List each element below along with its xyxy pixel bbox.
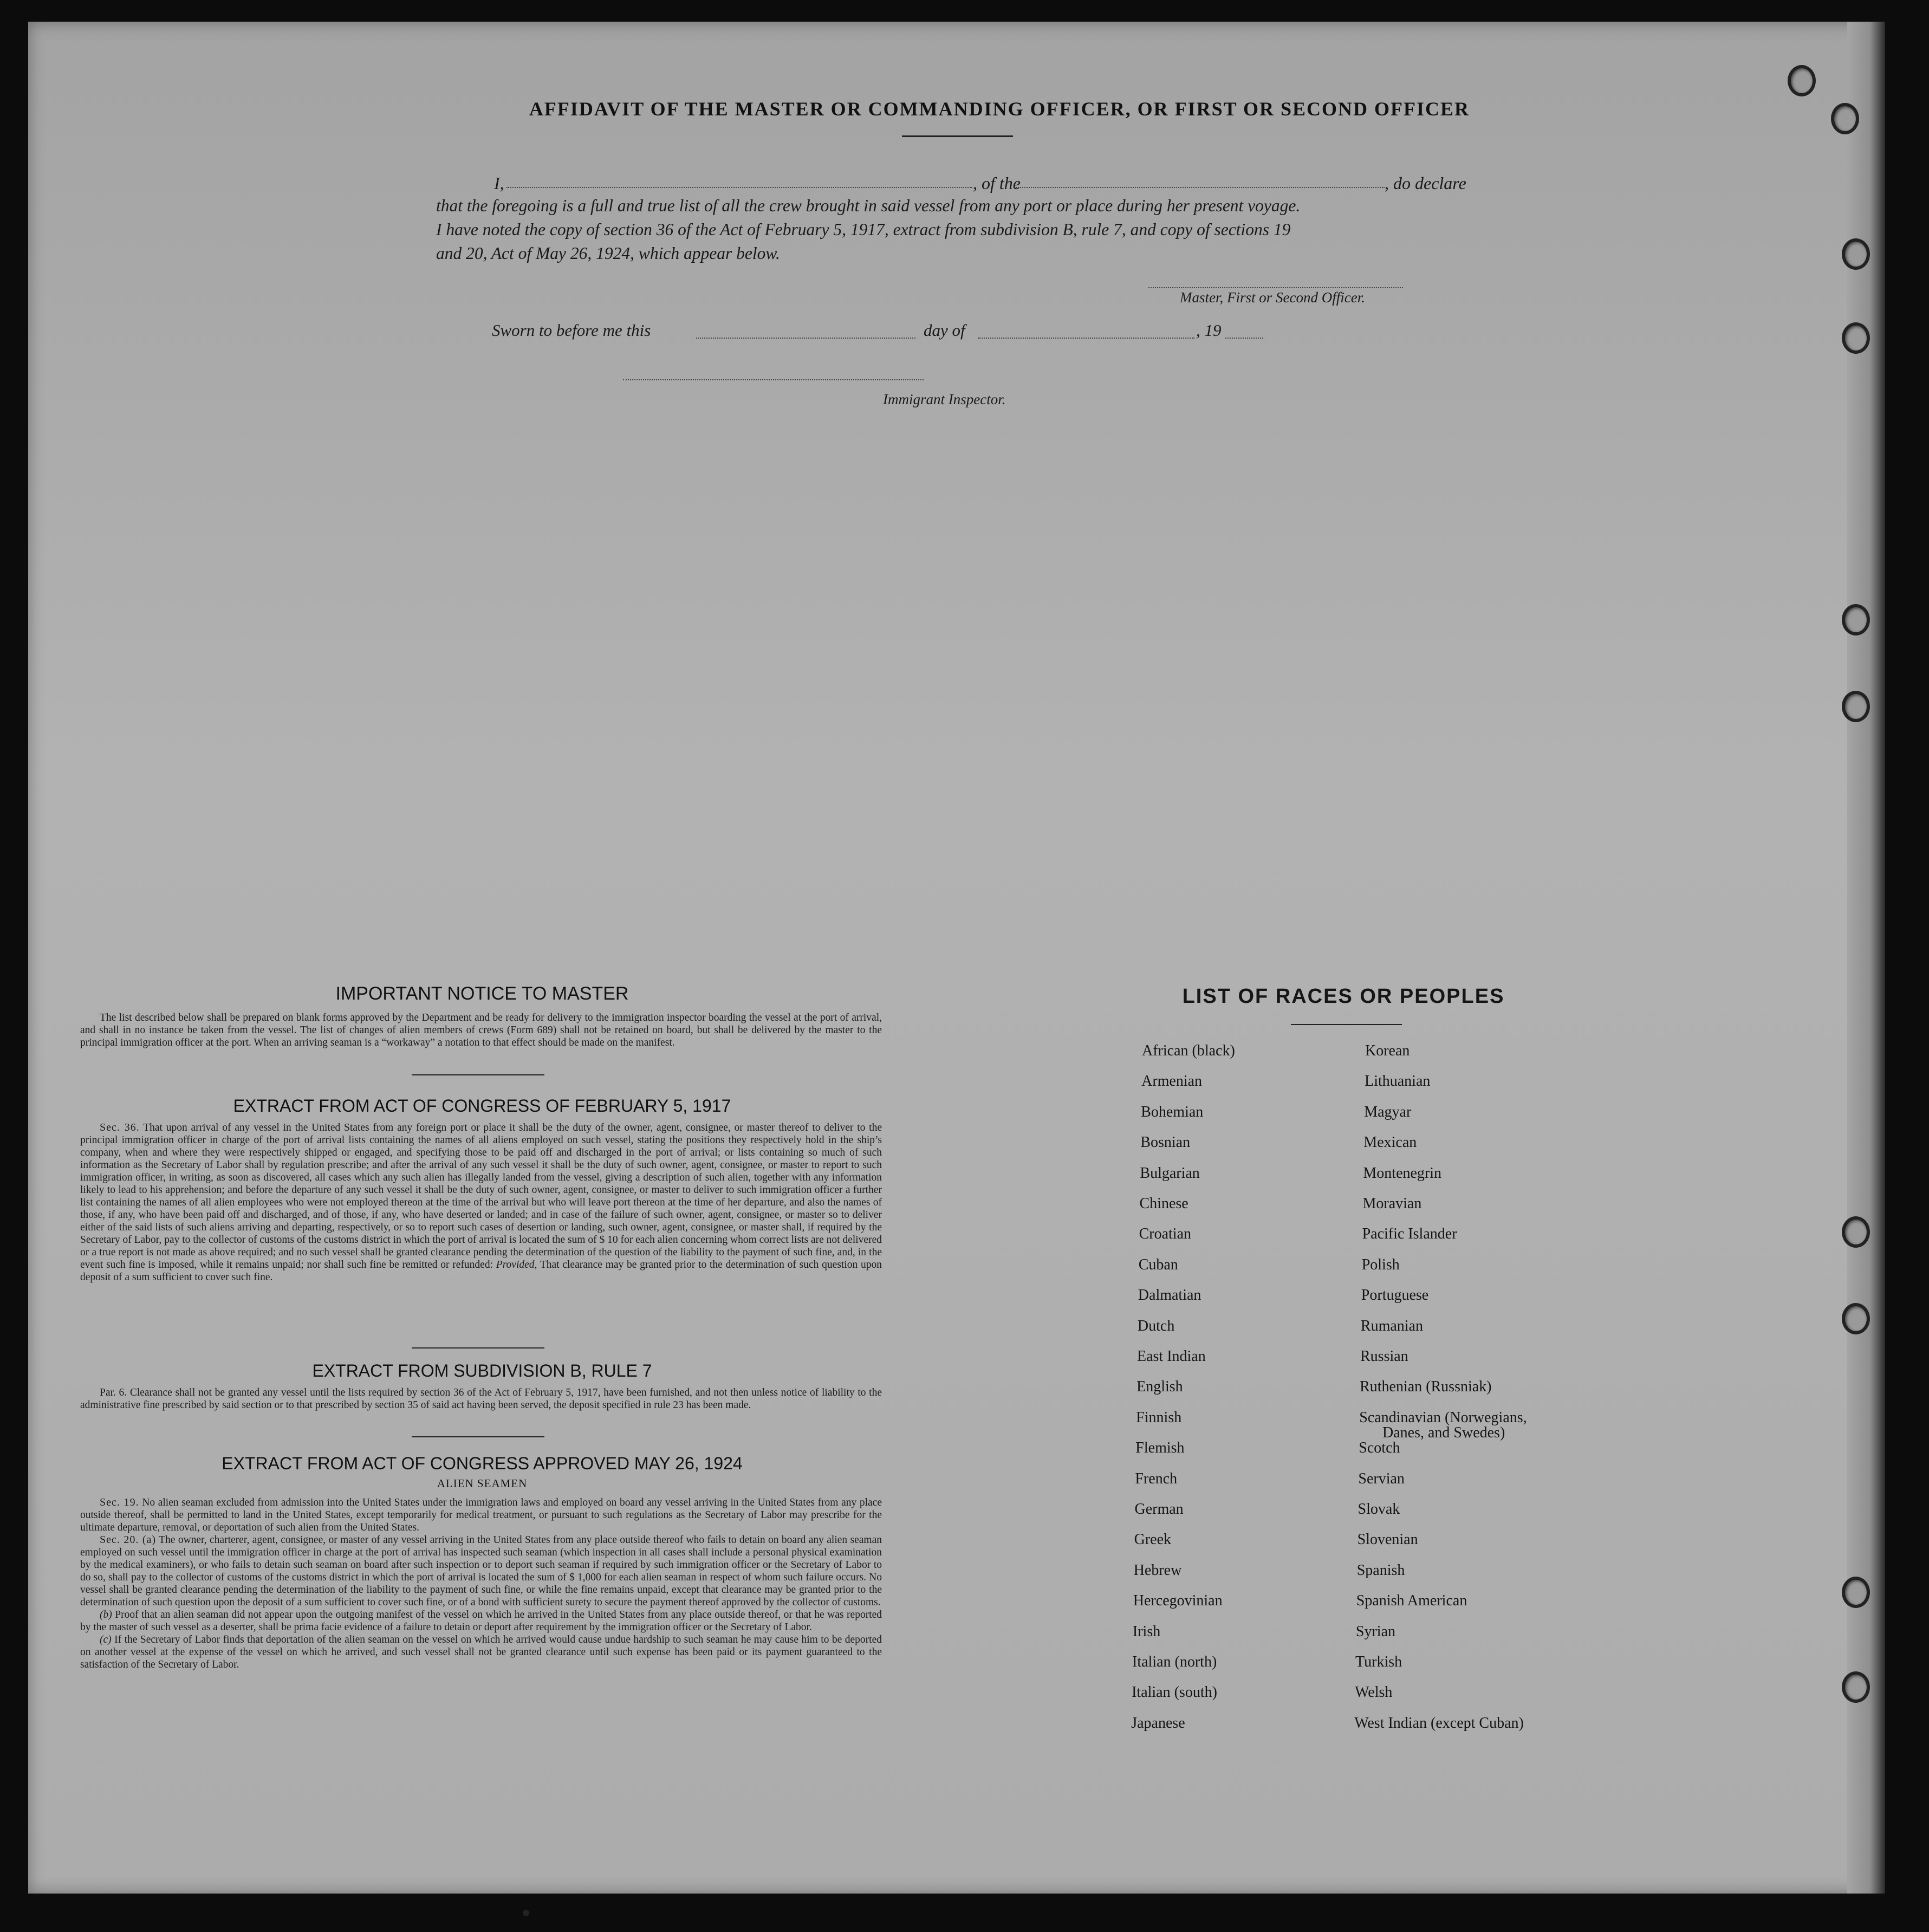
binder-hole [1842, 604, 1870, 636]
races-title-rule [1291, 1024, 1402, 1025]
rule7-body [80, 1386, 882, 1411]
race-item: Lithuanian [1365, 1073, 1431, 1090]
title-rule [902, 135, 1013, 137]
extract-1917-body [80, 1121, 882, 1283]
race-item: Turkish [1355, 1654, 1402, 1670]
race-item: Italian (north) [1132, 1654, 1217, 1670]
declaration-line-1: that the foregoing is a full and true list of all the crew brought in said vessel from any port or place during her present voyage. [436, 196, 1301, 215]
race-item: Irish [1132, 1623, 1161, 1640]
section-divider [412, 1074, 544, 1075]
race-item: Cuban [1138, 1256, 1178, 1273]
sworn-label: Sworn to before me this [492, 321, 651, 340]
race-item: Portuguese [1361, 1287, 1429, 1304]
proviso-label: Provided, [496, 1259, 537, 1270]
sworn-year-field[interactable] [1225, 338, 1263, 339]
race-item: African (black) [1142, 1042, 1235, 1059]
race-item: Magyar [1364, 1103, 1412, 1120]
binder-hole [1842, 691, 1870, 722]
race-item: Scotch [1359, 1440, 1400, 1457]
declaration-line-3: and 20, Act of May 26, 1924, which appear below. [436, 244, 780, 263]
sec20c-label: (c) [100, 1634, 112, 1645]
race-item: Russian [1360, 1348, 1408, 1365]
race-item: Hebrew [1133, 1561, 1182, 1579]
do-declare-label: , do declare [1385, 173, 1466, 193]
declaration-line-2: I have noted the copy of section 36 of the Act of February 5, 1917, extract from subdivision B, rule 7, and copy of sections 19 [436, 220, 1291, 239]
race-item: Italian (south) [1132, 1684, 1217, 1701]
race-item: Moravian [1362, 1195, 1422, 1212]
section-divider [412, 1436, 544, 1437]
races-title: LIST OF RACES OR PEOPLES [1182, 985, 1505, 1008]
inspector-caption: Immigrant Inspector. [883, 391, 1006, 407]
section-divider [412, 1347, 544, 1348]
speck [523, 1910, 529, 1916]
race-item: Spanish American [1356, 1592, 1467, 1610]
section-label: Sec. 36. [100, 1121, 140, 1133]
year-label: , 19 [1196, 321, 1222, 340]
extract-1924-body [80, 1496, 882, 1671]
master-signature-field[interactable] [1148, 287, 1403, 288]
binder-hole [1842, 1671, 1870, 1703]
sec19-text: No alien seaman excluded from admission into the United States under the immigration laws and employed on board any vessel arriving in the United States from any place outside thereof, shall be permitted to land in the United States, except temporarily for medical treatment, or pursuant to such regulations as the Secretary of Labor may prescribe for the ultimate departure, removal, or deportation of such alien from the United States. [80, 1497, 882, 1533]
sec20c-text: If the Secretary of Labor finds that deportation of the alien seaman on the vessel on which he arrived would cause undue hardship to such seaman he may cause him to be deported on another vessel at the expense of the vessel on which he arrived, and such vessel shall not be granted clearance until such expense has been paid or its payment guaranteed to the satisfaction of the Secretary of Labor. [80, 1634, 882, 1670]
race-item: Japanese [1131, 1714, 1185, 1732]
race-item: Mexican [1363, 1134, 1417, 1151]
race-item: East Indian [1137, 1348, 1206, 1365]
race-item: Flemish [1135, 1440, 1185, 1457]
race-item: Slovenian [1357, 1531, 1418, 1548]
race-item: Greek [1134, 1531, 1171, 1548]
extract-1924-title: EXTRACT FROM ACT OF CONGRESS APPROVED MAY 26, 1924 [222, 1454, 743, 1473]
name-field[interactable] [506, 187, 972, 188]
race-item: Spanish [1356, 1561, 1405, 1579]
race-item: Scandinavian (Norwegians, [1359, 1409, 1527, 1426]
rule7-text: Clearance shall not be granted any vessel until the lists required by section 36 of the Act of February 5, 1917, have been furnished, and not then unless notice of liability to the administrative fine prescribed by said section or to that prescribed by section 35 of said act having been served, the deposit specified in rule 23 has been made. [80, 1387, 882, 1411]
race-item: Finnish [1136, 1409, 1182, 1426]
race-item: Bohemian [1141, 1103, 1204, 1120]
vessel-field[interactable] [1016, 187, 1385, 188]
sec19-label: Sec. 19. [100, 1496, 139, 1508]
race-item: Bulgarian [1140, 1164, 1200, 1182]
race-item: Dalmatian [1138, 1287, 1201, 1304]
sworn-month-field[interactable] [978, 338, 1194, 339]
sworn-day-field[interactable] [696, 338, 915, 339]
race-item: Syrian [1355, 1623, 1395, 1640]
binder-hole [1842, 322, 1870, 354]
day-of-label: day of [924, 321, 965, 340]
race-item: Polish [1361, 1256, 1400, 1273]
race-item: Armenian [1141, 1073, 1203, 1090]
race-item: Dutch [1137, 1317, 1175, 1334]
inspector-signature-field[interactable] [623, 379, 924, 380]
notice-paragraph: The list described below shall be prepared on blank forms approved by the Department and be ready for delivery to the immigration inspector boarding the vessel at the port of arrival, and shall in no instance be taken from the vessel. The list of changes of alien members of crews (Form 689) shall not be retained on board, but shall be delivered by the master to the principal immigration officer at the port. When an arriving seaman is a “workaway” a notation to that effect should be made on the manifest. [80, 1012, 882, 1048]
race-item: Hercegovinian [1133, 1592, 1223, 1610]
race-item: Bosnian [1140, 1134, 1191, 1151]
race-item: Danes, and Swedes) [1382, 1424, 1505, 1441]
binder-hole [1842, 1577, 1870, 1608]
binder-hole [1788, 65, 1816, 96]
race-item: Ruthenian (Russniak) [1360, 1378, 1492, 1396]
of-the-label: , of the [973, 173, 1021, 193]
sec20b-text: Proof that an alien seaman did not appear upon the outgoing manifest of the vessel on which he arrived in the United States from any place outside thereof, or that he was reported by the master of such vessel as a deserter, shall be prima facie evidence of a failure to detain or deport after requirement by the immigration officer or the Secretary of Labor. [80, 1609, 882, 1633]
binder-hole [1842, 1303, 1870, 1334]
notice-title: IMPORTANT NOTICE TO MASTER [335, 983, 629, 1004]
extract-1917-title: EXTRACT FROM ACT OF CONGRESS OF FEBRUARY 5, 1917 [233, 1096, 731, 1116]
race-item: Welsh [1355, 1684, 1393, 1701]
binder-hole [1831, 103, 1859, 134]
affidavit-title: AFFIDAVIT OF THE MASTER OR COMMANDING OFFICER, OR FIRST OR SECOND OFFICER [529, 98, 1470, 120]
par-label: Par. 6. [100, 1387, 127, 1398]
sec20b-label: (b) [100, 1609, 112, 1620]
race-item: Korean [1365, 1042, 1410, 1059]
race-item: Croatian [1139, 1226, 1192, 1243]
race-item: Slovak [1358, 1501, 1400, 1518]
binder-hole [1842, 238, 1870, 270]
extract-1917-text: That upon arrival of any vessel in the United States from any foreign port or place it shall be the duty of the owner, agent, consignee, or master thereof to deliver to the principal immigration officer in charge of the port of arrival lists containing the names of all aliens employed on such vessel, stating the positions they respectively hold in the ship’s company, when and where they were respectively shipped or engaged, and specifying those to be paid off and discharged in the port of arrival; or lists containing so much of such information as the Secretary of Labor shall by regulation prescribe; and after the arrival of any such vessel it shall be the duty of such owner, agent, consignee, or master to report to such immigration officer, in writing, as soon as discovered, all cases which any such alien has illegally landed from the vessel, giving a description of such alien, together with any information likely to lead to his apprehension; and before the departure of any such vessel it shall be the duty of such owner, agent, consignee, or master to deliver to such immigration officer a further list containing the names of all alien employees who were not employed thereon at the time of the arrival but who will leave port thereon at the time of her departure, and also the names of those, if any, who have been paid off and discharged, and of those, if any, who have deserted or landed; and in case of the failure of such owner, agent, consignee, or master so to deliver either of the said lists of such aliens arriving and departing, respectively, or so to report such cases of desertion or landing, such owner, agent, consignee, or master shall, if required by the Secretary of Labor, pay to the collector of customs of the customs district in which the port of arrival is located the sum of $ 10 for each alien concerning whom correct lists are not delivered or a true report is not made as above required; and no such vessel shall be granted clearance pending the determination of the question of the liability to the payment of such fine, and, in the event such fine is imposed, while it remains unpaid; nor shall such fine be remitted or refunded: [80, 1122, 882, 1270]
race-item: Montenegrin [1363, 1164, 1442, 1182]
binder-hole [1842, 1216, 1870, 1248]
race-item: Rumanian [1360, 1317, 1423, 1334]
notice-body [80, 1012, 882, 1049]
i-label: I, [494, 173, 504, 193]
alien-seamen-subtitle: ALIEN SEAMEN [437, 1477, 528, 1490]
proviso-text: That clearance may be granted prior to the determination of such question upon deposit of a sum sufficient to cover such fine. [80, 1259, 882, 1283]
race-item: West Indian (except Cuban) [1354, 1714, 1524, 1732]
rule7-title: EXTRACT FROM SUBDIVISION B, RULE 7 [312, 1361, 652, 1380]
sec20a-text: The owner, charterer, agent, consignee, or master of any vessel arriving in the United States from any place outside thereof who fails to detain on board any alien seaman employed on such vessel until the immigration officer in charge at the port of arrival has inspected such seaman (which inspection in all cases shall include a personal physical examination by the medical examiners), or who fails to detain such seaman on board after such inspection or to deport such seaman if required by such immigration officer or the Secretary of Labor to do so, shall pay to the collector of customs of the customs district in which the port of arrival is located the sum of $ 1,000 for each alien seaman in respect of whom such failure occurs. No vessel shall be granted clearance pending the determination of the liability to the payment of such fine, or while the fine remains unpaid, except that clearance may be granted prior to the determination of such question upon the deposit of a sum sufficient to cover such fine, or of a bond with sufficient surety to secure the payment thereof approved by the collector of customs. [80, 1534, 882, 1608]
sec20-label: Sec. 20. (a) [100, 1534, 157, 1546]
race-item: French [1135, 1470, 1178, 1487]
race-item: German [1134, 1501, 1184, 1518]
page-edge [1847, 22, 1885, 1894]
master-caption: Master, First or Second Officer. [1180, 289, 1365, 306]
race-item: Chinese [1139, 1195, 1188, 1212]
race-item: Servian [1358, 1470, 1405, 1487]
race-item: Pacific Islander [1362, 1226, 1457, 1243]
race-item: English [1136, 1378, 1183, 1396]
